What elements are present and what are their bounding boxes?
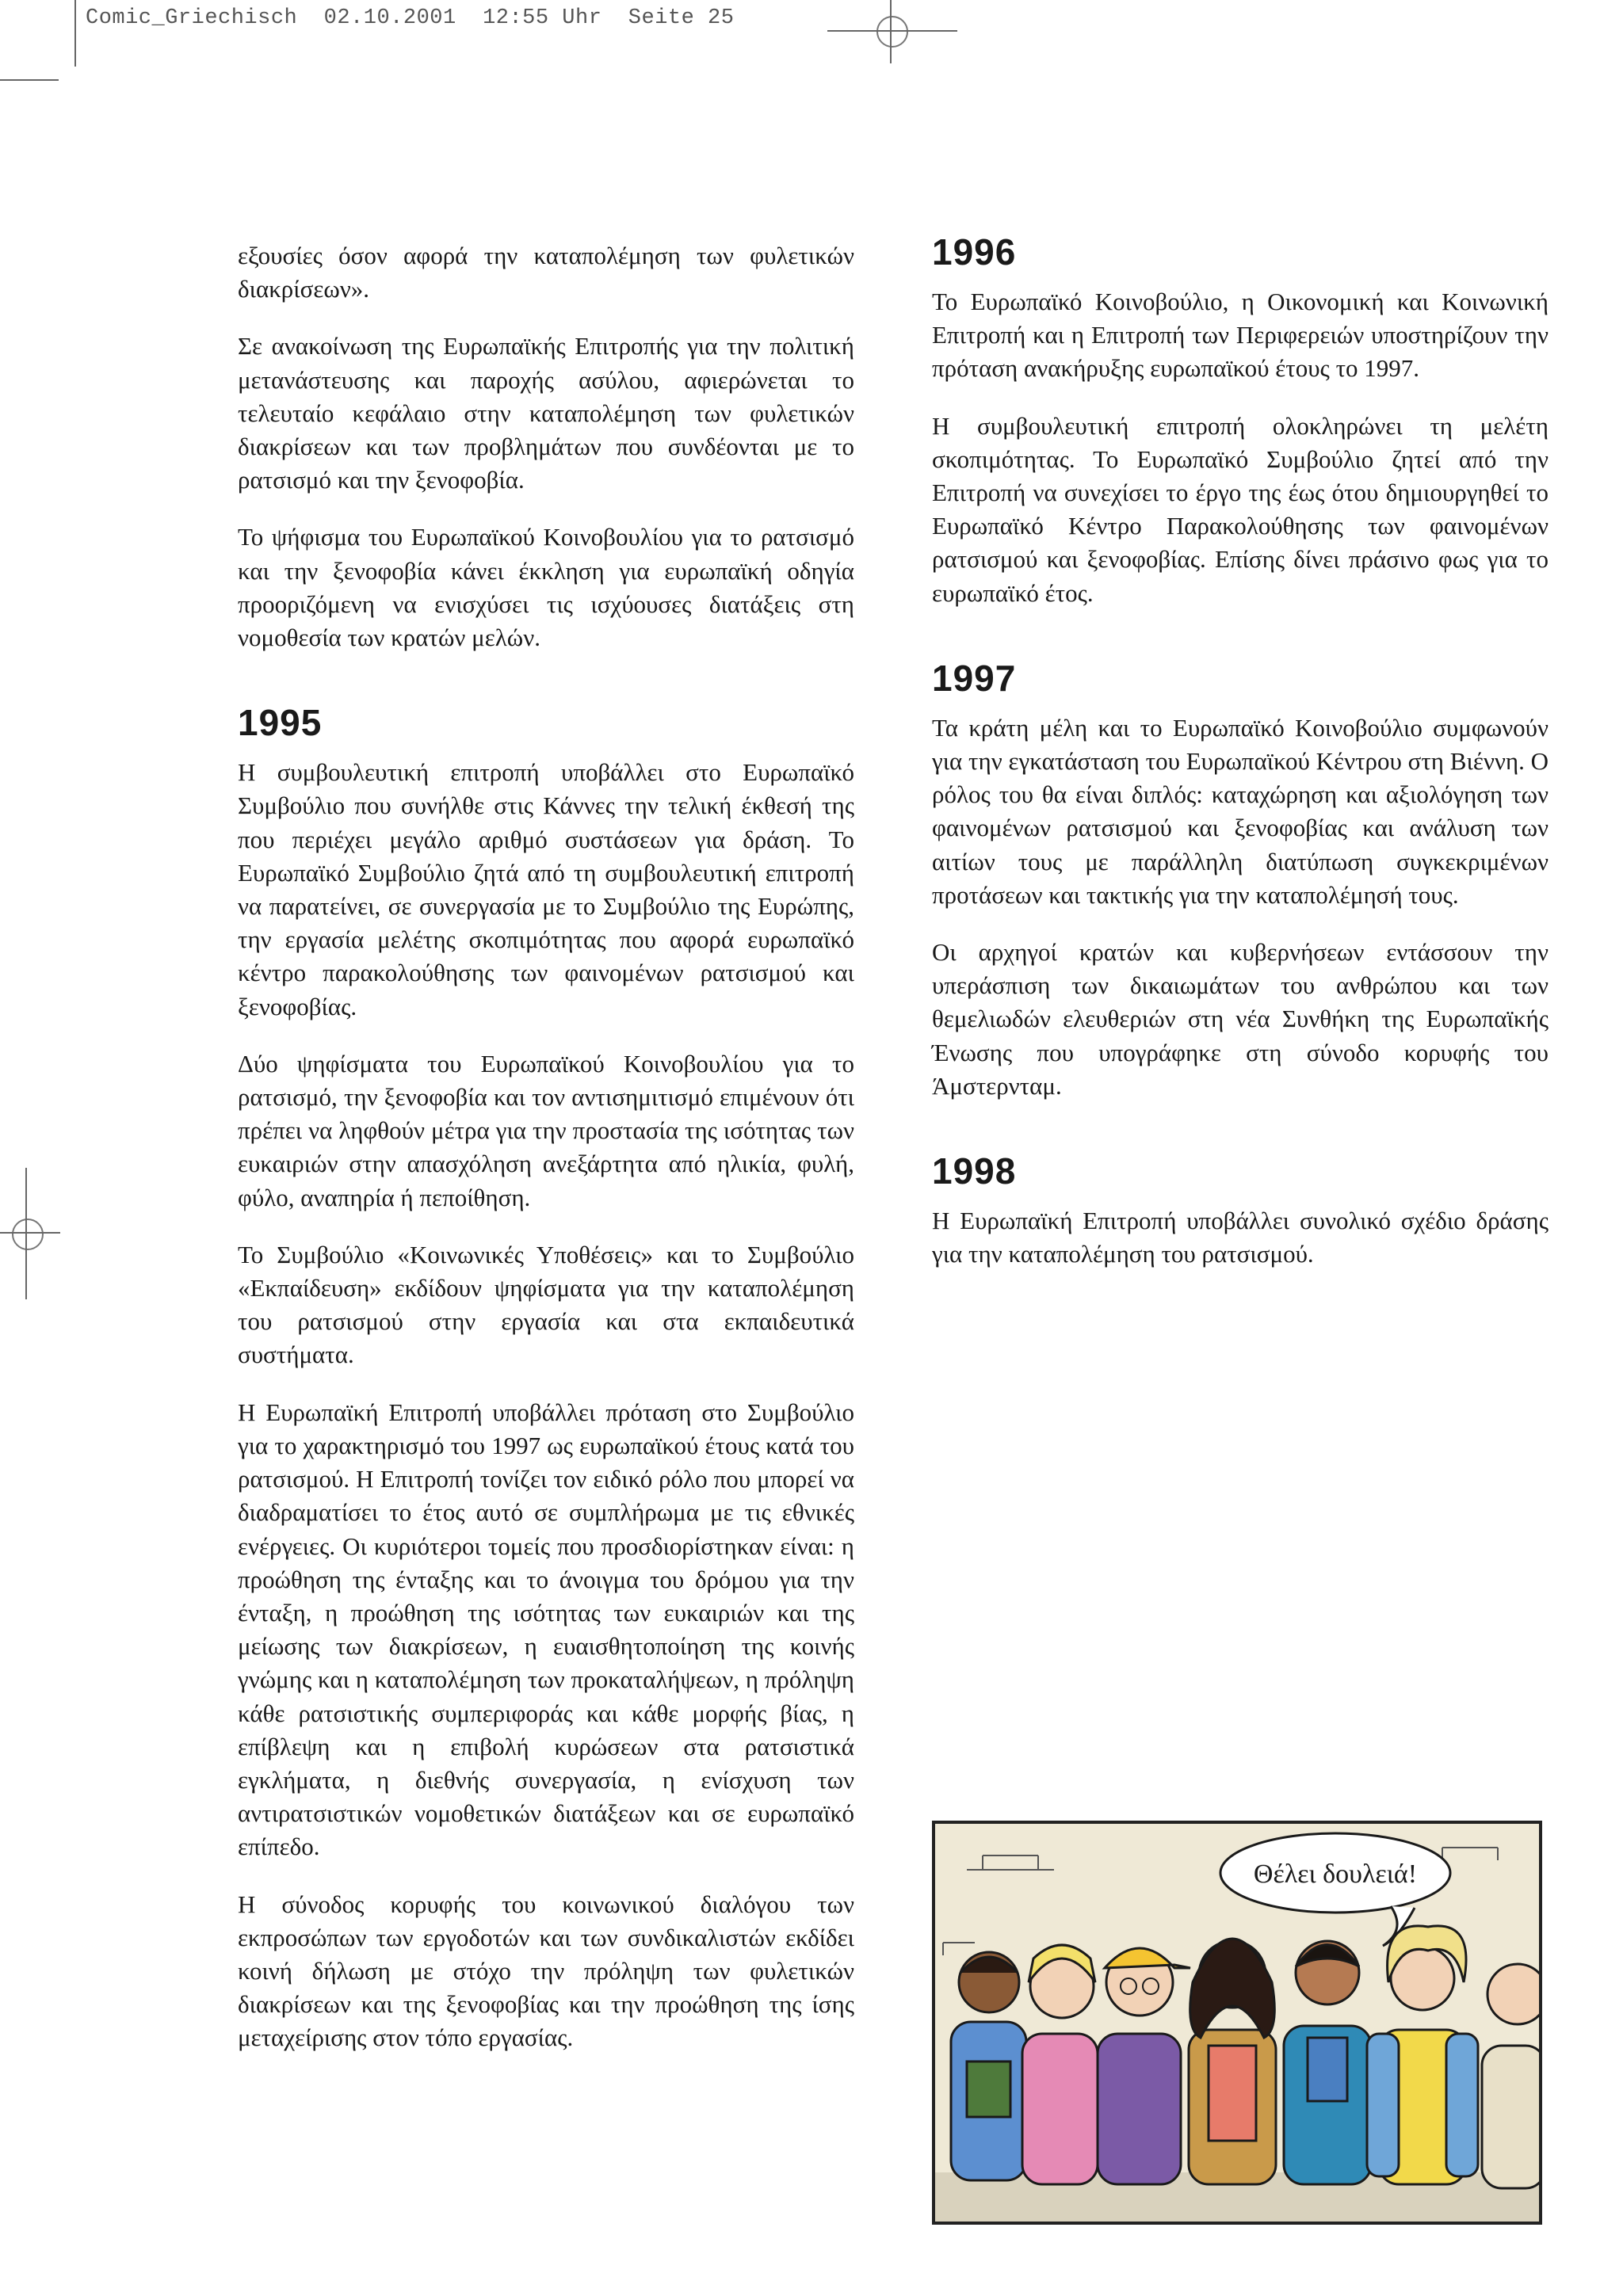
person-2 xyxy=(1022,1945,1098,2184)
heading-1995: 1995 xyxy=(238,702,323,744)
paragraph-1997-2: Οι αρχηγοί κρατών και κυβερνήσεων εντάσσουν την υπεράσπιση των δικαιωμάτων του ανθρώπου και των θεμελιωδών ελευθεριών στη νέα Συνθήκη της Ευρωπαϊκής Ένωσης που υπογράφηκε στη σύνοδο κορυφής του Άμστερνταμ. xyxy=(932,938,1549,1100)
person-1 xyxy=(951,1952,1026,2180)
comic-drawing xyxy=(935,1824,1539,2222)
registration-line-left-h xyxy=(0,1232,60,1234)
paragraph-intro-3: Το ψήφισμα του Ευρωπαϊκού Κοινοβουλίου για το ρατσισμό και την ξενοφοβία κάνει έκκληση για ευρωπαϊκή οδηγία προοριζόμενη να ενισχύσει τις ισχύουσες διατάξεις στη νομοθεσία των κρατών μελών. xyxy=(238,523,854,652)
paragraph-1995-5: Η σύνοδος κορυφής του κοινωνικού διαλόγου των εκπροσώπων των εργοδοτών και των συνδικαλιστών εκδίδει κοινή δήλωση με στόχο την πρόληψη των φυλετικών διακρίσεων και της ξενοφοβίας και την προώθηση της ίσης μεταχείρισης στον τόπο εργασίας. xyxy=(238,1890,854,2052)
left-column xyxy=(238,239,854,2079)
paragraph-1998-1: Η Ευρωπαϊκή Επιτροπή υποβάλλει συνολικό σχέδιο δράσης για την καταπολέμηση του ρατσισμού. xyxy=(932,1207,1549,1268)
registration-mark-top xyxy=(876,16,908,48)
registration-line-left-v xyxy=(25,1168,27,1299)
print-slug: Comic_Griechisch 02.10.2001 12:55 Uhr Seite 25 xyxy=(86,6,735,30)
registration-line-top-h xyxy=(827,30,957,32)
registration-mark-left xyxy=(12,1219,44,1250)
heading-1997: 1997 xyxy=(932,657,1017,699)
heading-1996: 1996 xyxy=(932,231,1017,273)
person-7 xyxy=(1482,1964,1539,2188)
comic-illustration xyxy=(932,1821,1542,2225)
paragraph-intro-1: εξουσίες όσον αφορά την καταπολέμηση των φυλετικών διακρίσεων». xyxy=(238,242,854,303)
heading-1998: 1998 xyxy=(932,1150,1017,1192)
registration-line-top-v xyxy=(890,0,892,63)
crop-mark-top-horizontal xyxy=(0,79,59,81)
crop-mark-top-vertical xyxy=(74,0,76,67)
speech-bubble-text: Θέλει δουλειά! xyxy=(1253,1859,1418,1889)
person-5 xyxy=(1284,1941,1371,2184)
paragraph-1995-3: Το Συμβούλιο «Κοινωνικές Υποθέσεις» και το Συμβούλιο «Εκπαίδευση» εκδίδουν ψηφίσματα για την καταπολέμηση του ρατσισμού στην εργασία και στα εκπαιδευτικά συστήματα. xyxy=(238,1240,854,1369)
right-column xyxy=(932,230,1549,1295)
person-4 xyxy=(1189,1939,1276,2184)
paragraph-1996-2: Η συμβουλευτική επιτροπή ολοκληρώνει τη μελέτη σκοπιμότητας. Το Ευρωπαϊκό Συμβούλιο ζητεί από την Επιτροπή να συνεχίσει το έργο της έως ότου δημιουργηθεί το Ευρωπαϊκό Κέντρο Παρακολούθησης των φαινομένων ρατσισμού και ξενοφοβίας. Επίσης δίνει πράσινο φως για το ευρωπαϊκό έτος. xyxy=(932,411,1549,607)
paragraph-1996-1: Το Ευρωπαϊκό Κοινοβούλιο, η Οικονομική και Κοινωνική Επιτροπή και η Επιτροπή των Περιφερειών υποστηρίζουν την πρόταση ανακήρυξης ευρωπαϊκού έτους το 1997. xyxy=(932,288,1549,383)
paragraph-intro-2: Σε ανακοίνωση της Ευρωπαϊκής Επιτροπής για την πολιτική μετανάστευσης και παροχής ασύλου, αφιερώνεται το τελευταίο κεφάλαιο στην καταπολέμηση των φυλετικών διακρίσεων και των προβλημάτων που συνδέονται με το ρατσισμό και την ξενοφοβία. xyxy=(238,332,854,494)
paragraph-1997-1: Τα κράτη μέλη και το Ευρωπαϊκό Κοινοβούλιο συμφωνούν για την εγκατάσταση του Ευρωπαϊκού Κέντρου στη Βιέννη. Ο ρόλος του θα είναι διπλός: καταχώρηση και αξιολόγηση των φαινομένων ρατσισμού και ξενοφοβίας και ανάλυση των αιτίων τους με παράλληλη διατύπωση συγκεκριμένων προτάσεων και τακτικής για την καταπολέμησή τους. xyxy=(932,713,1549,909)
paragraph-1995-4: Η Ευρωπαϊκή Επιτροπή υποβάλλει πρόταση στο Συμβούλιο για το χαρακτηρισμό του 1997 ως ευρωπαϊκού έτους κατά του ρατσισμού. Η Επιτροπή τονίζει τον ειδικό ρόλο που μπορεί να διαδραματίσει το έτος αυτό σε συμπλήρωμα με τις εθνικές ενέργειες. Οι κυριότεροι τομείς που προσδιορίστηκαν είναι: η προώθηση της ένταξης και το άνοιγμα του δρόμου για την ένταξη, η προώθηση της ισότητας των ευκαιριών και της μείωσης των διακρίσεων, η ευαισθητοποίηση της κοινής γνώμης και η καταπολέμηση των προκαταλήψεων, η πρόληψη κάθε ρατσιστικής συμπεριφοράς και κάθε μορφής βίας, η επίβλεψη και η επιβολή κυρώσεων στα ρατσιστικά εγκλήματα, η διεθνής συνεργασία, η ενίσχυση των αντιρατσιστικών νομοθετικών διατάξεων και σε ευρωπαϊκό επίπεδο. xyxy=(238,1398,854,1861)
paragraph-1995-1: Η συμβουλευτική επιτροπή υποβάλλει στο Ευρωπαϊκό Συμβούλιο που συνήλθε στις Κάννες την τελική έκθεσή της που περιέχει μεγάλο αριθμό συστάσεων για δράση. Το Ευρωπαϊκό Συμβούλιο ζητά από τη συμβουλευτική επιτροπή να παρατείνει, σε συνεργασία με το Συμβούλιο της Ευρώπης, την εργασία μελέτης σκοπιμότητας που αφορά ευρωπαϊκό κέντρο παρακολούθησης των φαινομένων ρατσισμού και ξενοφοβίας. xyxy=(238,758,854,1020)
paragraph-1995-2: Δύο ψηφίσματα του Ευρωπαϊκού Κοινοβουλίου για το ρατσισμό, την ξενοφοβία και τον αντισημιτισμό επιμένουν ότι πρέπει να ληφθούν μέτρα για την προστασία της ισότητας των ευκαιριών στην απασχόληση ανεξάρτητα από ηλικία, φυλή, φύλο, αναπηρία ή πεποίθηση. xyxy=(238,1049,854,1211)
